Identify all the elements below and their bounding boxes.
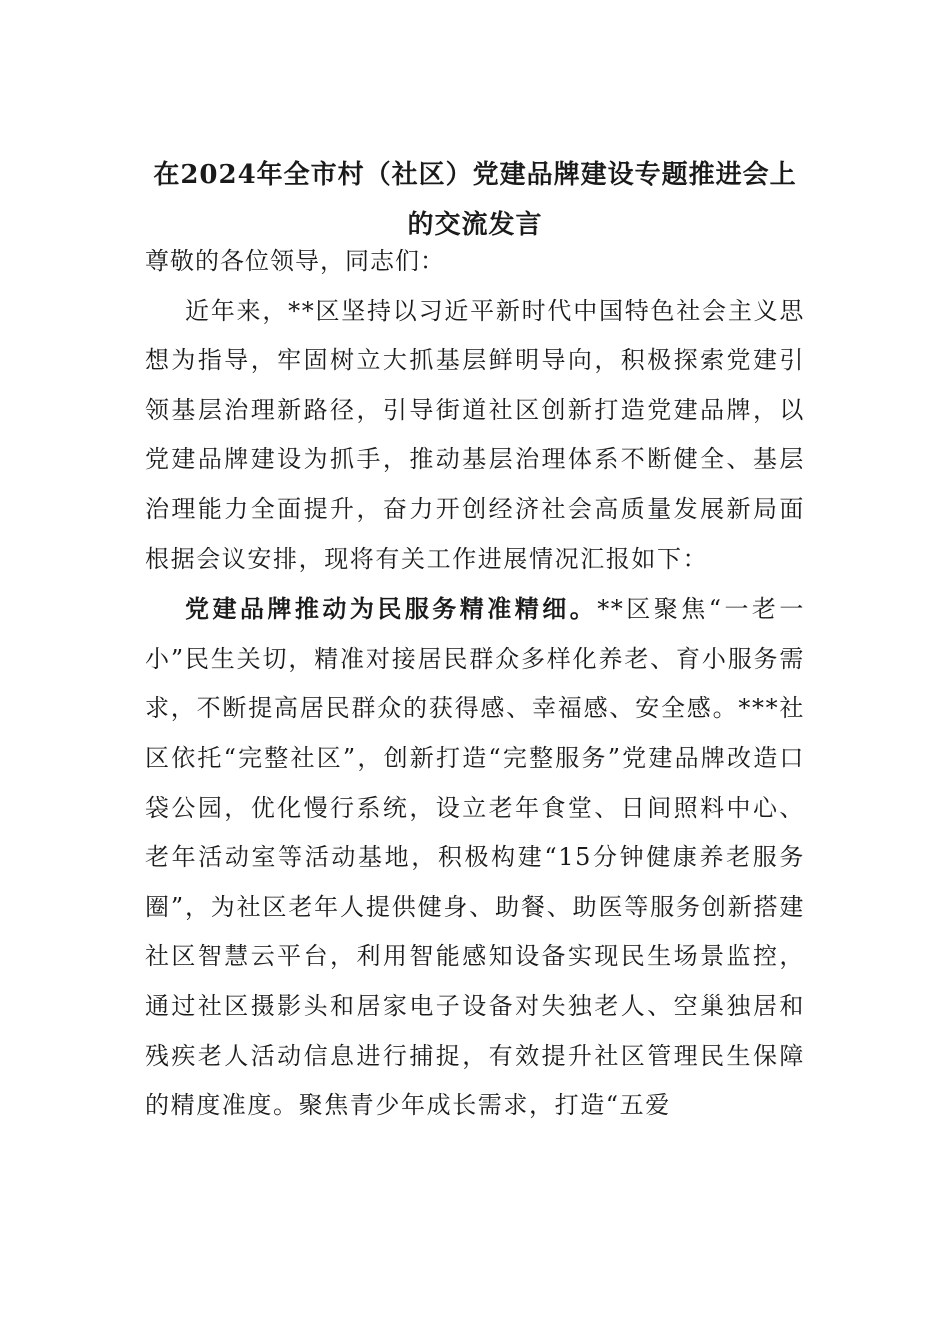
document-title: 在2024年全市村（社区）党建品牌建设专题推进会上的交流发言	[153, 160, 797, 240]
document-body	[145, 237, 805, 1131]
paragraph-service	[145, 584, 805, 1131]
paragraph-lead-heading: 党建品牌推动为民服务精准精细。	[185, 594, 598, 624]
salutation: 尊敬的各位领导，同志们：	[145, 247, 445, 275]
paragraph-text: **区聚焦“一老一小”民生关切，精准对接居民群众多样化养老、育小服务需求，不断提高居民群众的获得感、幸福感、安全感。***社区依托“完整社区”，创新打造“完整服务”党建品牌改造口袋公园，优化慢行系统，设立老年食堂、日间照料中心、老年活动室等活动基地，积极构建“15分钟健康养老服务圈”，为社区老年人提供健身、助餐、助医等服务创新搭建社区智慧云平台，利用智能感知设备实现民生场景监控，通过社区摄影头和居家电子设备对失独老人、空巢独居和残疾老人活动信息进行捕捉，有效提升社区管理民生保障的精度准度。聚焦青少年成长需求，打造“五爱	[145, 595, 806, 1120]
paragraph-intro	[145, 287, 805, 585]
paragraph-text: 近年来，**区坚持以习近平新时代中国特色社会主义思想为指导，牢固树立大抓基层鲜明导向，积极探索党建引领基层治理新路径，引导街道社区创新打造党建品牌，以党建品牌建设为抓手，推动基层治理体系不断健全、基层治理能力全面提升，奋力开创经济社会高质量发展新局面根据会议安排，现将有关工作进展情况汇报如下：	[145, 296, 805, 573]
